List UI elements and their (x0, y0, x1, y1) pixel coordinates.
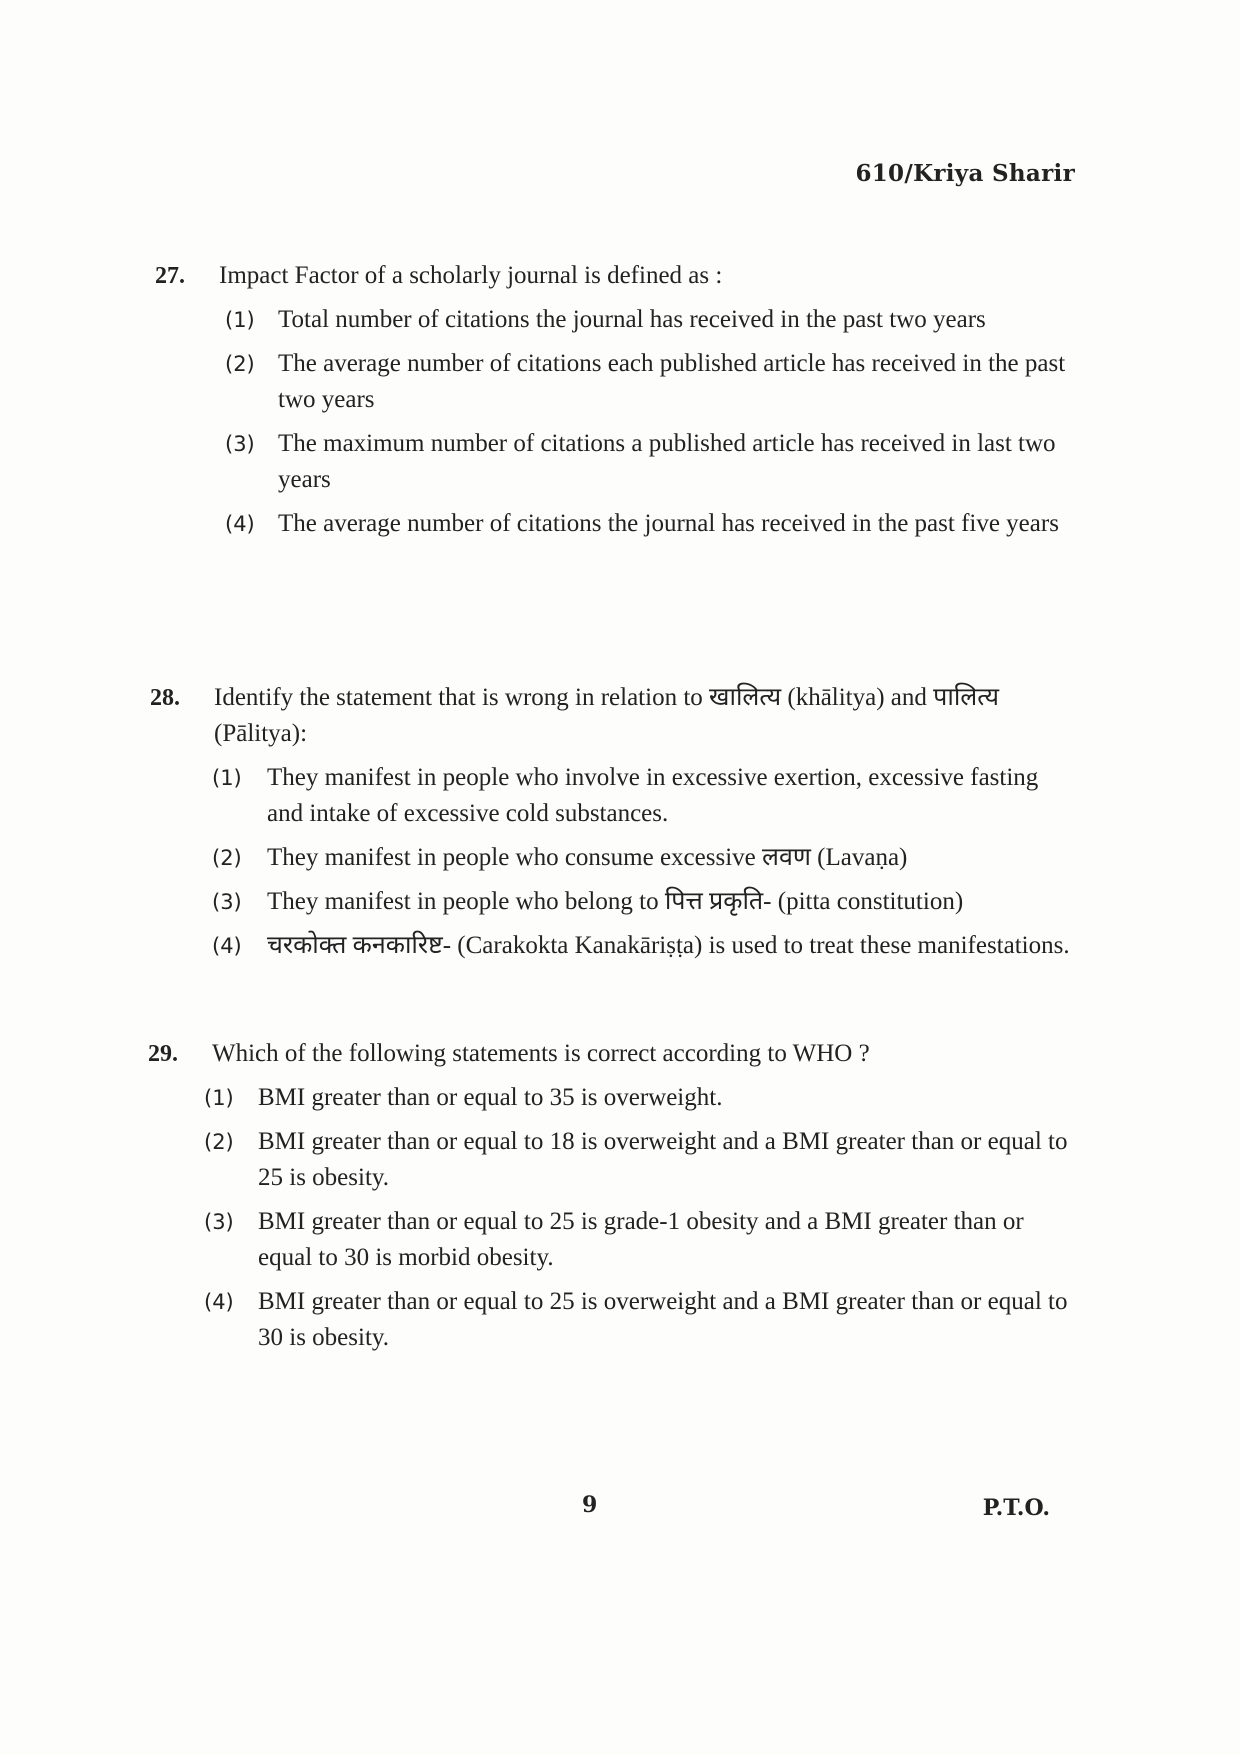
option-4 (150, 928, 1075, 964)
option-text: They manifest in people who involve in excessive exertion, excessive fasting and intake of excessive cold substances. (267, 764, 1039, 827)
option-3 (150, 884, 1075, 920)
option-text: Total number of citations the journal has received in the past two years (278, 306, 986, 333)
paper-code: 610/Kriya Sharir (855, 160, 1075, 187)
option-2 (155, 346, 1075, 418)
question-27 (155, 258, 1075, 550)
question-number: 27. (155, 263, 185, 289)
option-list (148, 1080, 1073, 1356)
option-number: (3) (225, 432, 255, 456)
question-text: Identify the statement that is wrong in relation to खालित्य (khālitya) and पालित्य (Pālitya): (214, 684, 999, 747)
option-4 (148, 1284, 1073, 1356)
question-29 (148, 1036, 1073, 1364)
option-number: (1) (212, 766, 242, 790)
option-text: The average number of citations each published article has received in the past two years (278, 350, 1066, 413)
option-text: They manifest in people who consume excessive लवण (Lavaṇa) (267, 844, 908, 871)
option-number: (2) (212, 846, 242, 870)
option-text: They manifest in people who belong to पित्त प्रकृति- (pitta constitution) (267, 888, 964, 915)
option-3 (155, 426, 1075, 498)
option-number: (4) (225, 512, 255, 536)
option-list (150, 760, 1075, 964)
option-4 (155, 506, 1075, 542)
option-number: (2) (225, 352, 255, 376)
option-text: BMI greater than or equal to 25 is grade-1 obesity and a BMI greater than or equal to 30 is morbid obesity. (258, 1208, 1024, 1271)
option-text: The average number of citations the journal has received in the past five years (278, 510, 1059, 537)
option-3 (148, 1204, 1073, 1276)
option-number: (1) (204, 1086, 234, 1110)
option-1 (148, 1080, 1073, 1116)
option-text: BMI greater than or equal to 25 is overweight and a BMI greater than or equal to 30 is obesity. (258, 1288, 1068, 1351)
option-2 (148, 1124, 1073, 1196)
option-text: चरकोक्त कनकारिष्ट- (Carakokta Kanakāriṣṭa) is used to treat these manifestations. (267, 932, 1070, 959)
option-number: (3) (212, 890, 242, 914)
question-28 (150, 680, 1075, 972)
option-number: (4) (212, 934, 242, 958)
question-number: 29. (148, 1041, 178, 1067)
question-number: 28. (150, 685, 180, 711)
option-text: BMI greater than or equal to 35 is overweight. (258, 1084, 723, 1111)
question-text: Impact Factor of a scholarly journal is defined as : (219, 262, 723, 289)
option-list (155, 302, 1075, 542)
option-1 (155, 302, 1075, 338)
option-number: (4) (204, 1290, 234, 1314)
option-number: (3) (204, 1210, 234, 1234)
please-turn-over: P.T.O. (982, 1495, 1050, 1521)
option-2 (150, 840, 1075, 876)
option-number: (1) (225, 308, 255, 332)
option-text: The maximum number of citations a published article has received in last two years (278, 430, 1056, 493)
option-number: (2) (204, 1130, 234, 1154)
option-1 (150, 760, 1075, 832)
option-text: BMI greater than or equal to 18 is overweight and a BMI greater than or equal to 25 is obesity. (258, 1128, 1068, 1191)
page-number: 9 (582, 1492, 598, 1518)
question-text: Which of the following statements is correct according to WHO ? (212, 1040, 870, 1067)
